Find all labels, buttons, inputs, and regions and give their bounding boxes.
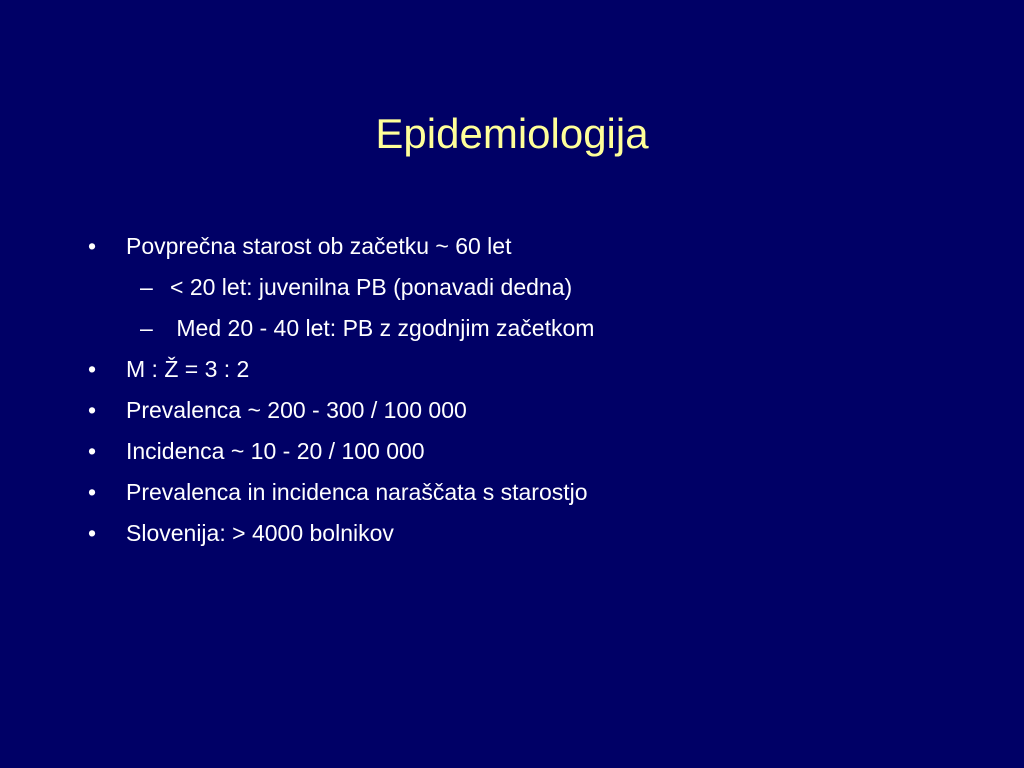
bullet-list bbox=[88, 226, 968, 554]
list-item bbox=[88, 431, 968, 472]
list-item bbox=[88, 513, 968, 554]
bullet-text: Prevalenca in incidenca naraščata s starostjo bbox=[126, 479, 588, 505]
bullet-marker: • bbox=[88, 520, 97, 546]
list-item bbox=[88, 472, 968, 513]
sub-bullet-marker: – bbox=[140, 315, 153, 341]
bullet-text: M : Ž = 3 : 2 bbox=[126, 356, 250, 382]
bullet-text: Slovenija: > 4000 bolnikov bbox=[126, 520, 394, 546]
bullet-marker: • bbox=[88, 438, 97, 464]
bullet-marker: • bbox=[88, 356, 97, 382]
slide-title: Epidemiologija bbox=[375, 110, 649, 157]
bullet-marker: • bbox=[88, 397, 97, 423]
sub-bullet-marker: – bbox=[140, 274, 153, 300]
sub-bullet-text: Med 20 - 40 let: PB z zgodnjim začetkom bbox=[170, 315, 595, 341]
bullet-text: Povprečna starost ob začetku ~ 60 let bbox=[126, 233, 512, 259]
list-item bbox=[88, 308, 968, 349]
sub-bullet-text: < 20 let: juvenilna PB (ponavadi dedna) bbox=[170, 274, 573, 300]
bullet-text: Incidenca ~ 10 - 20 / 100 000 bbox=[126, 438, 425, 464]
bullet-text: Prevalenca ~ 200 - 300 / 100 000 bbox=[126, 397, 467, 423]
list-item bbox=[88, 349, 968, 390]
list-item bbox=[88, 267, 968, 308]
bullet-marker: • bbox=[88, 479, 97, 505]
bullet-marker: • bbox=[88, 233, 97, 259]
list-item bbox=[88, 226, 968, 267]
list-item bbox=[88, 390, 968, 431]
